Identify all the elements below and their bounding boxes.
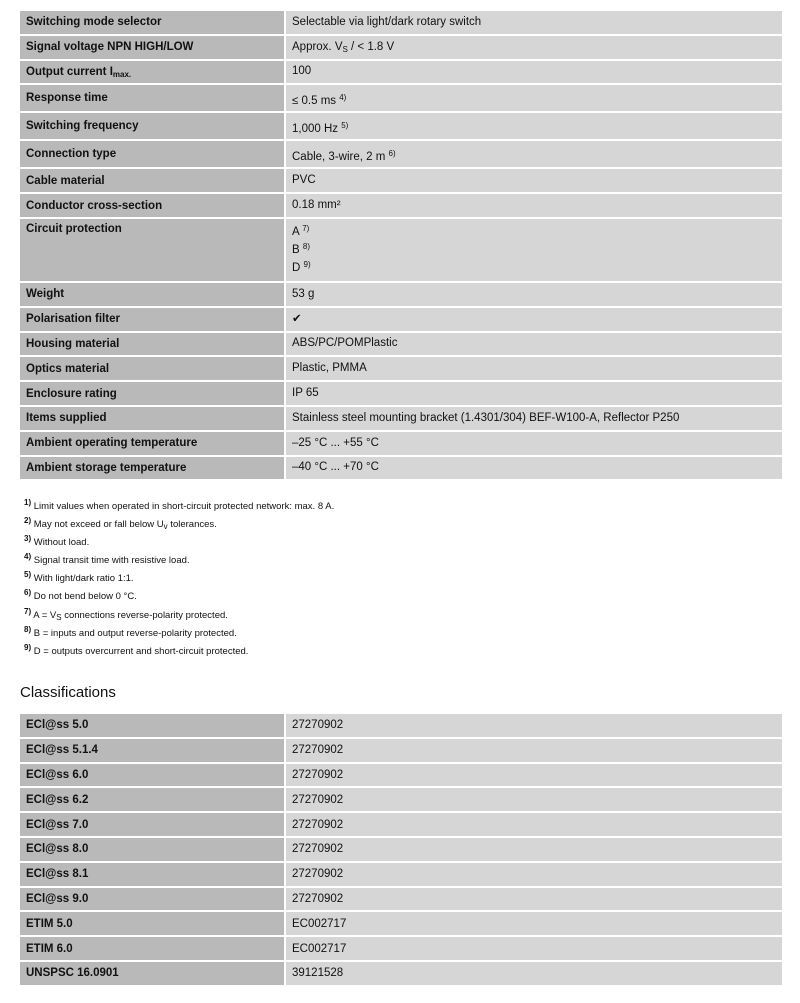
classification-row [19,837,783,862]
classification-system: ECl@ss 5.1.4 [19,738,285,763]
supscript: 5) [24,570,32,580]
value-line [292,410,776,427]
spec-row [19,406,783,431]
value-line [292,360,776,377]
spec-value [285,60,783,85]
spec-row [19,10,783,35]
text-segment: Polarisation filter [26,313,120,326]
text-segment: Limit values when operated in short-circuit protected network: max. 8 A. [31,501,335,512]
text-segment: 1,000 Hz [292,122,342,135]
supscript: 6) [24,588,32,598]
value-line [292,197,776,214]
classification-system: ETIM 6.0 [19,936,285,961]
text-segment: Signal transit time with resistive load. [31,555,190,567]
spec-label [19,10,285,35]
value-line [292,286,776,303]
classification-code: EC002717 [285,936,783,961]
text-segment: Circuit protection [26,222,122,235]
text-segment: A [292,225,303,238]
spec-value [285,218,783,282]
spec-row [19,218,783,282]
text-segment: connections reverse-polarity protected. [61,609,228,621]
text-segment: Cable, 3-wire, 2 m [292,150,389,163]
spec-label [19,332,285,357]
text-segment: PVC [292,174,316,187]
text-segment: A = V [31,609,57,621]
footnotes [24,498,334,661]
spec-row [19,307,783,332]
supscript: 5) [341,120,349,130]
spec-value [285,332,783,357]
value-line [292,241,776,259]
spec-label [19,140,285,168]
supscript: 1) [24,498,32,507]
text-segment: tolerances. [167,519,217,531]
value-line [292,149,776,166]
text-segment: ✔ [292,312,302,325]
spec-value [285,456,783,481]
text-segment: IP 65 [292,387,319,400]
spec-label [19,112,285,140]
spec-label [19,60,285,85]
value-line [292,435,776,452]
spec-value [285,35,783,60]
classification-code: 27270902 [285,763,783,788]
classification-code: 27270902 [285,713,783,738]
spec-value [285,84,783,112]
spec-row [19,431,783,456]
spec-label [19,406,285,431]
classification-system: ECl@ss 5.0 [19,713,285,738]
text-segment: Response time [26,92,108,105]
classification-system: ETIM 5.0 [19,911,285,936]
classification-system: ECl@ss 6.0 [19,763,285,788]
text-segment: 53 g [292,287,315,300]
value-line [292,14,776,31]
spec-value [285,406,783,431]
classification-row [19,887,783,912]
classification-row [19,936,783,961]
spec-label [19,35,285,60]
classification-code: 27270902 [285,738,783,763]
spec-value [285,140,783,168]
classification-system: ECl@ss 7.0 [19,812,285,837]
text-segment: Switching frequency [26,120,139,133]
spec-row [19,60,783,85]
footnote [24,570,334,588]
supscript: 7) [24,606,32,616]
supscript: 3) [24,534,32,544]
technical-data-table [18,9,784,481]
value-line [292,39,776,56]
supscript: 6) [388,148,396,158]
spec-row [19,112,783,140]
footnote [24,498,334,516]
classification-code: 27270902 [285,862,783,887]
subscript: max. [112,69,132,79]
classification-code: EC002717 [285,911,783,936]
spec-value [285,168,783,193]
text-segment: Approx. V [292,40,343,53]
spec-label [19,168,285,193]
classification-row [19,862,783,887]
spec-row [19,456,783,481]
spec-row [19,193,783,218]
spec-row [19,356,783,381]
spec-row [19,168,783,193]
value-line [292,459,776,476]
spec-label [19,381,285,406]
classification-code: 27270902 [285,787,783,812]
classification-system: ECl@ss 9.0 [19,887,285,912]
text-segment: –25 °C ... +55 °C [292,436,379,449]
classification-row [19,911,783,936]
subscript: S [56,612,62,622]
supscript: 4) [24,552,32,562]
spec-label [19,282,285,307]
value-line [292,335,776,352]
text-segment: Ambient operating temperature [26,437,198,450]
classification-code: 27270902 [285,812,783,837]
text-segment: Selectable via light/dark rotary switch [292,15,482,28]
spec-value [285,282,783,307]
text-segment: Items supplied [26,412,107,425]
value-line [292,121,776,138]
supscript: 8) [302,241,310,251]
spec-label [19,356,285,381]
classification-system: ECl@ss 6.2 [19,787,285,812]
classification-row [19,763,783,788]
spec-row [19,381,783,406]
spec-row [19,282,783,307]
text-segment: Output current I [26,65,113,78]
text-segment: Switching mode selector [26,16,162,29]
supscript: 7) [302,223,310,233]
text-segment: Ambient storage temperature [26,461,187,474]
value-line [292,172,776,189]
text-segment: Optics material [26,362,110,375]
supscript: 9) [303,259,311,269]
classification-row [19,961,783,986]
supscript: 2) [24,516,32,526]
supscript: 9) [24,642,32,652]
spec-value [285,381,783,406]
text-segment: May not exceed or fall below U [31,519,164,531]
footnote [24,552,334,570]
value-line [292,223,776,241]
classification-row [19,713,783,738]
text-segment: D [292,261,304,274]
spec-label [19,307,285,332]
text-segment: Enclosure rating [26,387,117,400]
spec-value [285,112,783,140]
text-segment: With light/dark ratio 1:1. [31,573,134,585]
text-segment: Plastic, PMMA [292,362,367,375]
footnote [24,643,334,661]
footnote [24,588,334,606]
text-segment: 0.18 mm² [292,199,341,212]
text-segment: Weight [26,288,65,301]
value-line [292,311,776,328]
footnote [24,534,334,552]
text-segment: Stainless steel mounting bracket (1.4301/304) BEF-W100-A, Reflector P250 [292,411,680,424]
text-segment: 100 [292,65,312,78]
value-line [292,63,776,80]
supscript: 4) [339,92,347,102]
classifications-heading: Classifications [20,684,116,701]
spec-label [19,431,285,456]
footnote [24,607,334,625]
text-segment: Without load. [31,537,90,549]
text-segment: Housing material [26,337,120,350]
classifications-table [18,712,784,987]
spec-value [285,193,783,218]
value-line [292,385,776,402]
subscript: S [342,44,348,54]
spec-row [19,332,783,357]
supscript: 8) [24,624,32,634]
text-segment: B = inputs and output reverse-polarity protected. [31,627,237,639]
text-segment: / < 1.8 V [347,40,395,53]
classification-row [19,812,783,837]
classification-code: 39121528 [285,961,783,986]
subscript: v [163,522,168,532]
spec-value [285,356,783,381]
classification-row [19,738,783,763]
footnote [24,625,334,643]
spec-row [19,84,783,112]
text-segment: Conductor cross-section [26,199,163,212]
text-segment: D = outputs overcurrent and short-circuit protected. [31,645,249,657]
text-segment: B [292,243,303,256]
spec-label [19,456,285,481]
text-segment: Do not bend below 0 °C. [31,591,137,603]
classification-system: UNSPSC 16.0901 [19,961,285,986]
spec-row [19,140,783,168]
spec-row [19,35,783,60]
classification-row [19,787,783,812]
spec-label [19,193,285,218]
text-segment: Signal voltage NPN HIGH/LOW [26,41,194,54]
spec-value [285,431,783,456]
spec-label [19,84,285,112]
spec-value [285,10,783,35]
text-segment: ABS/PC/POMPlastic [292,337,398,350]
classification-system: ECl@ss 8.1 [19,862,285,887]
spec-value [285,307,783,332]
text-segment: Connection type [26,148,117,161]
classification-code: 27270902 [285,887,783,912]
classification-code: 27270902 [285,837,783,862]
footnote [24,516,334,534]
value-line [292,259,776,277]
text-segment: ≤ 0.5 ms [292,94,340,107]
spec-label [19,218,285,282]
text-segment: –40 °C ... +70 °C [292,461,379,474]
value-line [292,93,776,110]
classification-system: ECl@ss 8.0 [19,837,285,862]
text-segment: Cable material [26,174,105,187]
